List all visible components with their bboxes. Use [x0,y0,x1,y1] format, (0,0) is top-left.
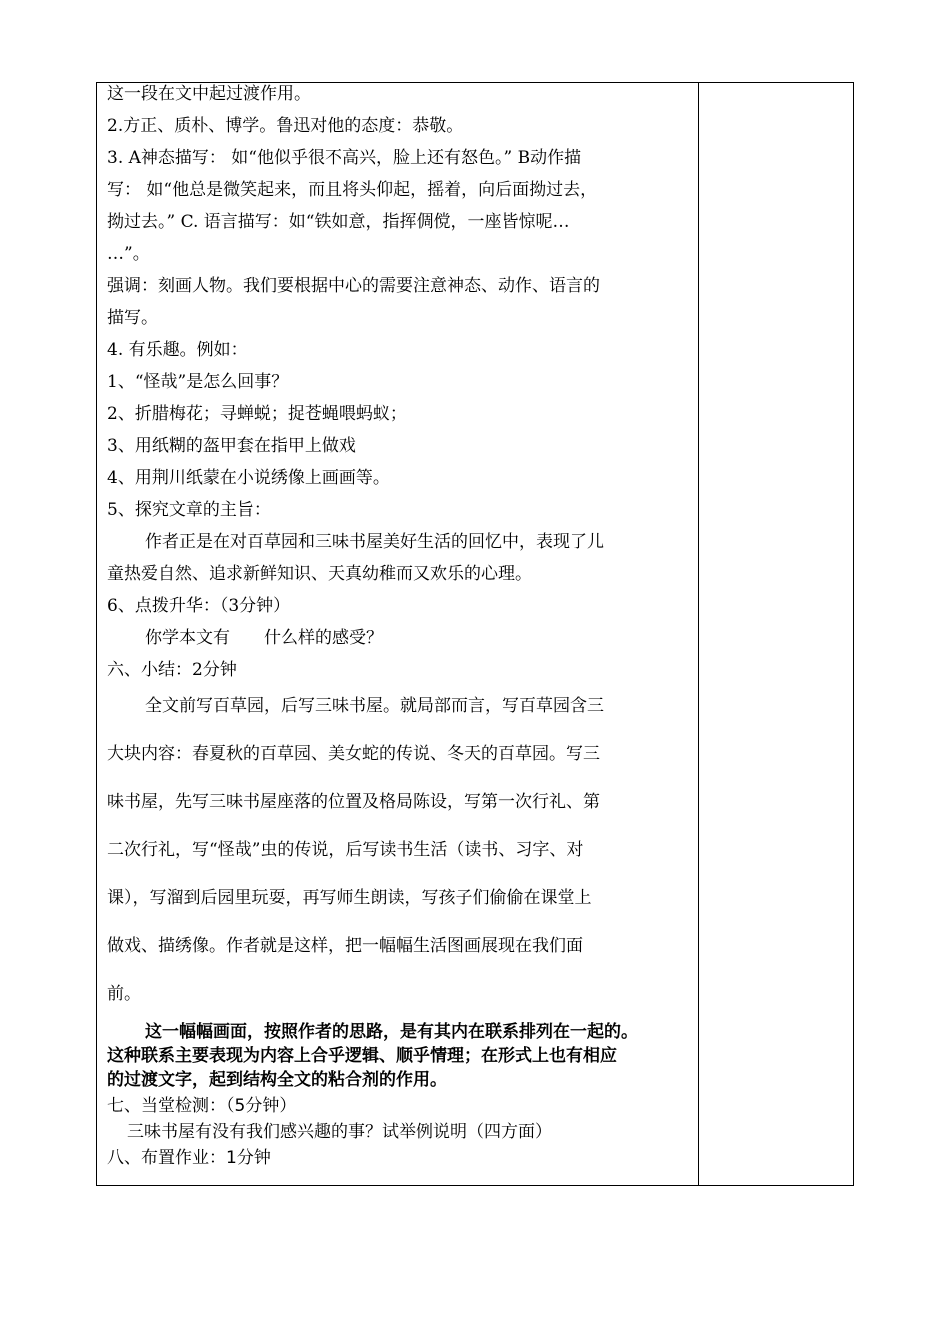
text-line: 强调：刻画人物。我们要根据中心的需要注意神态、动作、语言的 [107,276,600,296]
text-line: 5、探究文章的主旨： [107,500,271,520]
column-divider [698,83,699,1185]
text-line: 6、点拨升华：（3分钟） [107,596,291,616]
text-line: 课），写溜到后园里玩耍，再写师生朗读，写孩子们偷偷在课堂上 [107,888,592,908]
text-line: 二次行礼，写“怪哉”虫的传说，后写读书生活（读书、习字、对 [107,840,584,860]
text-line: 1、“怪哉”是怎么回事？ [107,372,289,392]
text-line: 大块内容：春夏秋的百草园、美女蛇的传说、冬天的百草园。写三 [107,744,600,764]
text-line: 的过渡文字，起到结构全文的粘合剂的作用。 [107,1070,447,1090]
text-line: 作者正是在对百草园和三味书屋美好生活的回忆中，表现了儿 [145,532,604,552]
text-line: 三味书屋有没有我们感兴趣的事？试举例说明（四方面） [127,1122,552,1142]
text-line: 拗过去。” C. 语言描写：如“铁如意，指挥倜傥，一座皆惊呢… [107,212,570,232]
text-line: 这一幅幅画面，按照作者的思路，是有其内在联系排列在一起的。 [145,1022,638,1042]
text-line: 2.方正、质朴、博学。鲁迅对他的态度：恭敬。 [107,116,464,136]
text-line: …”。 [107,244,150,264]
lesson-table [96,82,854,1186]
text-line: 童热爱自然、追求新鲜知识、天真幼稚而又欢乐的心理。 [107,564,532,584]
text-line: 4. 有乐趣。例如： [107,340,248,360]
content-cell [97,83,698,1185]
text-line: 全文前写百草园，后写三味书屋。就局部而言，写百草园含三 [145,696,604,716]
text-line: 七、当堂检测：（5分钟） [107,1096,297,1116]
text-line: 你学本文有 什么样的感受？ [145,628,383,648]
text-line: 3、用纸糊的盔甲套在指甲上做戏 [107,436,356,456]
text-line: 描写。 [107,308,158,328]
text-line: 六、小结：2分钟 [107,660,237,680]
text-line: 这一段在文中起过渡作用。 [107,84,311,104]
text-line: 做戏、描绣像。作者就是这样，把一幅幅生活图画展现在我们面 [107,936,583,956]
text-line: 前。 [107,984,141,1004]
text-line: 八、布置作业：1分钟 [107,1148,271,1168]
text-line: 写： 如“他总是微笑起来，而且将头仰起，摇着，向后面拗过去， [107,180,598,200]
text-line: 3. A神态描写： 如“他似乎很不高兴，脸上还有怒色。” B动作描 [107,148,582,168]
text-line: 4、用荆川纸蒙在小说绣像上画画等。 [107,468,390,488]
text-line: 这种联系主要表现为内容上合乎逻辑、顺乎情理；在形式上也有相应 [107,1046,617,1066]
text-line: 2、折腊梅花；寻蝉蜕；捉苍蝇喂蚂蚁； [107,404,407,424]
text-line: 味书屋，先写三味书屋座落的位置及格局陈设，写第一次行礼、第 [107,792,600,812]
